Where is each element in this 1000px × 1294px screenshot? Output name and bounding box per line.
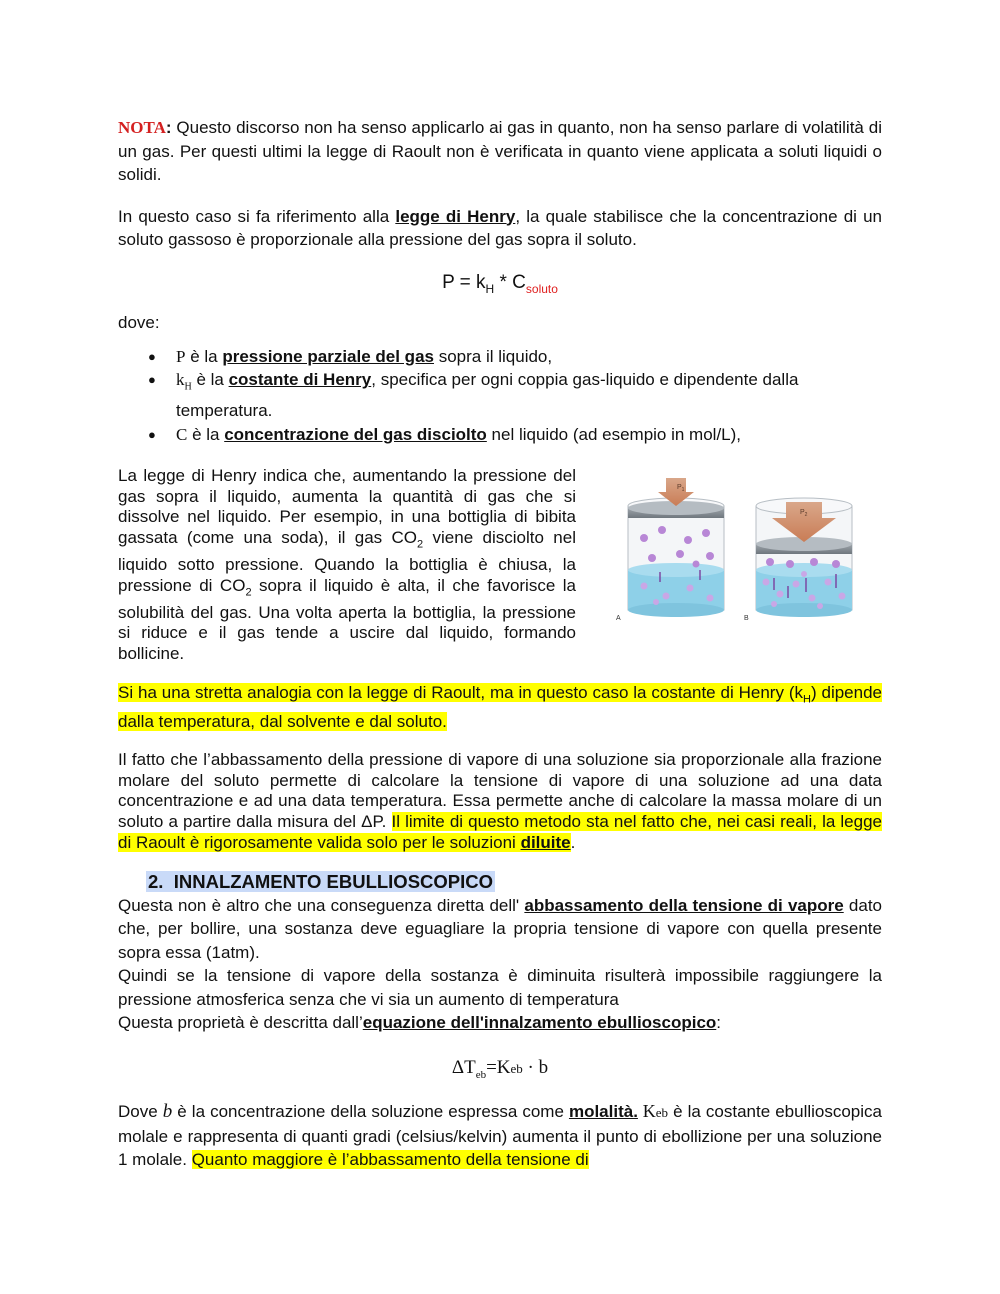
ebull-p3: Quindi se la tensione di vapore della sostanza è diminuita risulterà impossibile raggiungere la pressione atmosferica senza che vi sia un aumento di temperatura <box>118 966 882 1009</box>
list-item <box>176 345 882 369</box>
ebull-formula <box>118 1057 882 1081</box>
variable-list <box>118 345 882 446</box>
analogy-p1: Si ha una stretta analogia con la legge di Raoult, ma in questo caso la costante di Henry (k <box>118 683 803 703</box>
nota-colon: : <box>165 118 172 137</box>
henry-law-figure <box>614 478 874 638</box>
formula2-delta: ΔT <box>451 1056 476 1078</box>
co2-sub: 2 <box>417 538 424 551</box>
var-symbol: C <box>176 424 188 444</box>
p2-label: $P_2$ <box>800 509 808 519</box>
final-paragraph <box>118 1100 882 1172</box>
formula-mid: * C <box>494 271 526 293</box>
henry-para-p2: viene disciolto nel liquido sotto pressione. Quando la bottiglia è chiusa, la pressione di CO <box>118 527 576 595</box>
henry-para-p1: La legge di Henry indica che, aumentando la pressione del gas sopra il liquido, aumenta la quantità di gas che si dissolve nel liquido. Per esempio, in una bottiglia di bibita gassata (come una soda), il gas CO <box>118 466 576 547</box>
final-p2: è la concentrazione della soluzione espressa come <box>172 1102 569 1122</box>
bullet-pre: è la <box>187 424 225 444</box>
formula2-eq: =K <box>486 1056 511 1078</box>
analogy-sub: H <box>803 693 811 706</box>
henry-intro-paragraph <box>118 205 882 252</box>
section-heading <box>146 870 882 894</box>
bullet-pre: è la <box>191 370 229 390</box>
figure-label-a: A <box>616 615 621 623</box>
bullet-term: concentrazione del gas disciolto <box>224 424 487 444</box>
final-k: K <box>637 1101 656 1122</box>
formula2-rest: · b <box>522 1056 549 1078</box>
bullet-pre: è la <box>185 346 223 366</box>
ebull-paragraph <box>118 894 882 965</box>
molalita-term: molalità. <box>568 1102 638 1122</box>
vapor-end: . <box>570 832 576 852</box>
final-highlight: Quanto maggiore è l’abbassamento della tensione di <box>191 1150 589 1170</box>
formula2-sub-eb: eb <box>475 1068 487 1081</box>
nota-text: Questo discorso non ha senso applicarlo ai gas in quanto, non ha senso parlare di volatilità di un gas. Per questi ultimi la legge di Raoult non è verificata in quanto viene applicata a soluti liquidi o solidi. <box>118 118 882 184</box>
bullet-term: costante di Henry <box>228 370 372 390</box>
list-item <box>176 368 882 422</box>
diluite-term: diluite <box>520 832 571 852</box>
co2-sub: 2 <box>245 585 252 598</box>
henry-intro-pre: In questo caso si fa riferimento alla <box>118 206 396 226</box>
bullet-post: , specifica per ogni coppia gas-liquido e dipendente dalla temperatura. <box>176 370 799 421</box>
analogy-highlight <box>118 683 882 730</box>
formula-lhs: P = k <box>442 271 486 293</box>
var-symbol: P <box>176 346 186 366</box>
var-symbol: k <box>176 370 185 390</box>
formula2-k-sub: eb <box>510 1060 523 1076</box>
document-page <box>118 116 882 1172</box>
var-sub: H <box>184 381 192 393</box>
final-p4: è la costante ebullioscopica molale e rappresenta di quanti gradi (celsius/kelvin) aumenta il punto di ebollizione per una soluzione 1 molale. <box>118 1102 882 1170</box>
section-title: INNALZAMENTO EBULLIOSCOPICO <box>173 870 494 892</box>
ebull-p1: Questa non è altro che una conseguenza diretta dell' <box>118 895 525 915</box>
final-var-b: b <box>162 1101 173 1123</box>
henry-example-text <box>118 466 576 664</box>
ebull-p5: : <box>716 1013 722 1033</box>
figure-label-b: B <box>744 615 749 623</box>
henry-formula <box>118 272 882 296</box>
henry-intro-post: , la quale stabilisce che la concentrazione di un soluto gassoso è proporzionale alla pressione del gas sopra il soluto. <box>118 206 882 249</box>
bullet-term: pressione parziale del gas <box>222 346 434 366</box>
section-number: 2. <box>148 870 164 892</box>
cylinder-a <box>628 478 724 617</box>
ebull-term-2: equazione dell'innalzamento ebullioscopico <box>362 1013 717 1033</box>
formula-sub-h: H <box>485 281 495 296</box>
list-item <box>176 423 882 447</box>
analogy-paragraph <box>118 682 882 731</box>
ebull-paragraph-2 <box>118 964 882 1011</box>
nota-paragraph <box>118 116 882 187</box>
ebull-p2: dato che, per bollire, una sostanza deve eguagliare la propria tensione di vapore con quella presente sopra essa (1atm). <box>118 895 883 962</box>
formula-sub-soluto: soluto <box>525 281 558 296</box>
henry-para-p3: sopra il liquido è alta, il che favorisce la solubilità del gas. Una volta aperta la bottiglia, la pressione si riduce e il gas tende a uscire dal liquido, formando bollicine. <box>118 575 577 663</box>
ebull-term-1: abbassamento della tensione di vapore <box>524 895 844 915</box>
p1-label: $P_1$ <box>677 484 685 494</box>
ebull-p4: Questa proprietà è descritta dall’ <box>118 1013 363 1033</box>
vapor-plain: Il fatto che l’abbassamento della pressione di vapore di una soluzione sia proporzionale alla frazione molare del soluto permette di calcolare la tensione di vapore di una soluzione ad una data concentrazione e ad una data temperatura. Essa permette anche di calcolare la massa molare di un soluto a partire dalla misura del ΔP. <box>118 749 882 832</box>
henry-example-section <box>118 466 882 664</box>
analogy-p2: ) dipende dalla temperatura, dal solvente e dal soluto. <box>118 683 882 731</box>
section-heading-bg <box>146 871 495 892</box>
nota-label: NOTA <box>118 118 166 137</box>
dove-label: dove: <box>118 313 160 333</box>
vapor-paragraph <box>118 750 882 854</box>
final-k-sub: eb <box>655 1105 669 1121</box>
bullet-post: sopra il liquido, <box>433 346 553 366</box>
henry-law-term: legge di Henry <box>395 206 516 226</box>
ebull-paragraph-3 <box>118 1011 882 1035</box>
final-p1: Dove <box>118 1102 163 1122</box>
bullet-post: nel liquido (ad esempio in mol/L), <box>486 424 742 444</box>
vapor-hl-text: Il limite di questo metodo sta nel fatto che, nei casi reali, la legge di Raoult è rigorosamente valida solo per le soluzioni <box>118 812 883 852</box>
